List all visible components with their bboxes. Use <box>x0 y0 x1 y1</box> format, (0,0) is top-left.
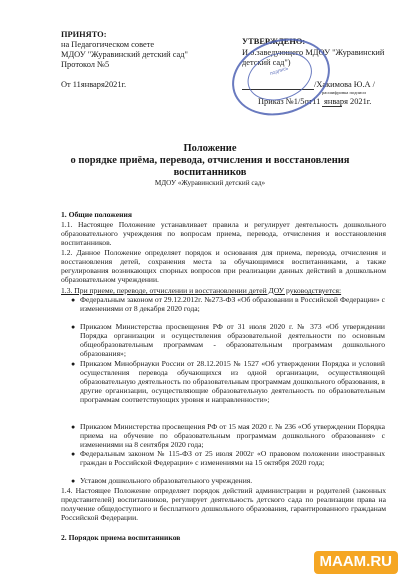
maam-watermark-logo: MAAM.RU <box>314 551 399 574</box>
accepted-label: ПРИНЯТО: <box>61 30 107 39</box>
doc-title: Положение <box>183 143 237 154</box>
section1-heading: 1. Общие положения <box>61 210 132 219</box>
doc-org: МДОУ «Журавинский детский сад» <box>154 179 266 187</box>
head-line-2: детский сад") <box>242 58 291 67</box>
doc-subtitle-1: о порядке приёма, перевода, отчисления и восстановления <box>70 155 350 166</box>
bullet-item: Приказом Министерства просвещения РФ от 31 июля 2020 г. № 373 «Об утверждении Порядка организации и осуществления образовательной деятельности по основным общеобразовательным программам - образовательным программам дошкольного образования»; <box>80 322 385 359</box>
org-line: МДОУ "Журавинский детский сад" <box>61 50 188 59</box>
head-line-1: И.о.заведующего МДОУ "Журавинский <box>242 48 385 57</box>
date-line: От 11января2021г. <box>61 80 127 89</box>
bullet-dot: ● <box>71 296 76 304</box>
bullet-item: Приказом Министерства просвещения РФ от 15 мая 2020 г. № 236 «Об утверждении Порядка приема на обучение по образовательным программам дошкольного образования» с изменениями на 8 сентября 2020 года; <box>80 422 385 450</box>
approved-label: УТВЕРЖДЕНО: <box>242 37 306 46</box>
bullet-item: Федеральным законом от 29.12.2012г. №273-ФЗ «Об образовании в Российской Федерации» с изменениями от 8 декабря 2020 года; <box>80 295 385 314</box>
paragraph-1-3-text: 1.3. При приеме, переводе, отчислении и восстановлении детей ДОУ руководствуется: <box>61 286 342 295</box>
bullet-item: Уставом дошкольного образовательного учреждения. <box>80 476 253 485</box>
council-line: на Педагогическом совете <box>61 40 155 49</box>
paragraph-1-4: 1.4. Настоящее Положение определяет порядок действий администрации и родителей (законных представителей) воспитанников, регулирует деятельность детского сада по реализации права на получение общедоступного и бесплатного дошкольного образования, гарантированного гражданам Российской Федерации. <box>61 486 386 523</box>
bullet-dot: ● <box>71 477 76 485</box>
signature-hint: расшифровка подписи <box>322 90 366 95</box>
signature-name: /Хакимова Ю.А / <box>314 80 375 89</box>
order-date: января 2021г. <box>324 97 372 106</box>
seal-stamp <box>222 26 340 127</box>
bullet-item: Федеральным законом № 115-ФЗ от 25 июля 2002г «О правовом положении иностранных граждан в Российской Федерации» с изменениями на 15 октября 2020 года; <box>80 449 385 468</box>
protocol-line: Протокол №5 <box>61 60 110 69</box>
paragraph-1-3 <box>61 286 386 295</box>
bullet-item: Приказом Минобрнауки России от 28.12.2015 № 1527 «Об утверждении Порядка и условий осуществления перевода обучающихся из одной организации, осуществляющей образовательную деятельность по образовательным программам дошкольного образования, в другие организации, осуществляющие образовательную деятельность по образовательным программам соответствующих уровня и направленности»; <box>80 359 385 405</box>
section2-heading: 2. Порядок приема воспитанников <box>61 533 181 542</box>
bullet-dot: ● <box>71 450 76 458</box>
bullet-dot: ● <box>71 323 76 331</box>
seal-text: подпись <box>269 65 290 78</box>
bullet-dot: ● <box>71 360 76 368</box>
doc-subtitle-2: воспитанников <box>173 167 247 178</box>
order-line: Приказ №1/5от11 <box>258 97 321 106</box>
paragraph-1-1: 1.1. Настоящее Положение устанавливает правила и регулирует деятельность дошкольного образовательного учреждения по вопросам приема, перевода, отчисления и восстановления воспитанников. <box>61 220 386 248</box>
bullet-dot: ● <box>71 423 76 431</box>
paragraph-1-2: 1.2. Данное Положение определяет порядок и основания для приема, перевода, отчисления и восстановления детей, сохранения места за обучающимися воспитанниками, а также регулирования возникающих спорных вопросов при реализации данных действий в дошкольном образовательном учреждении. <box>61 248 386 285</box>
